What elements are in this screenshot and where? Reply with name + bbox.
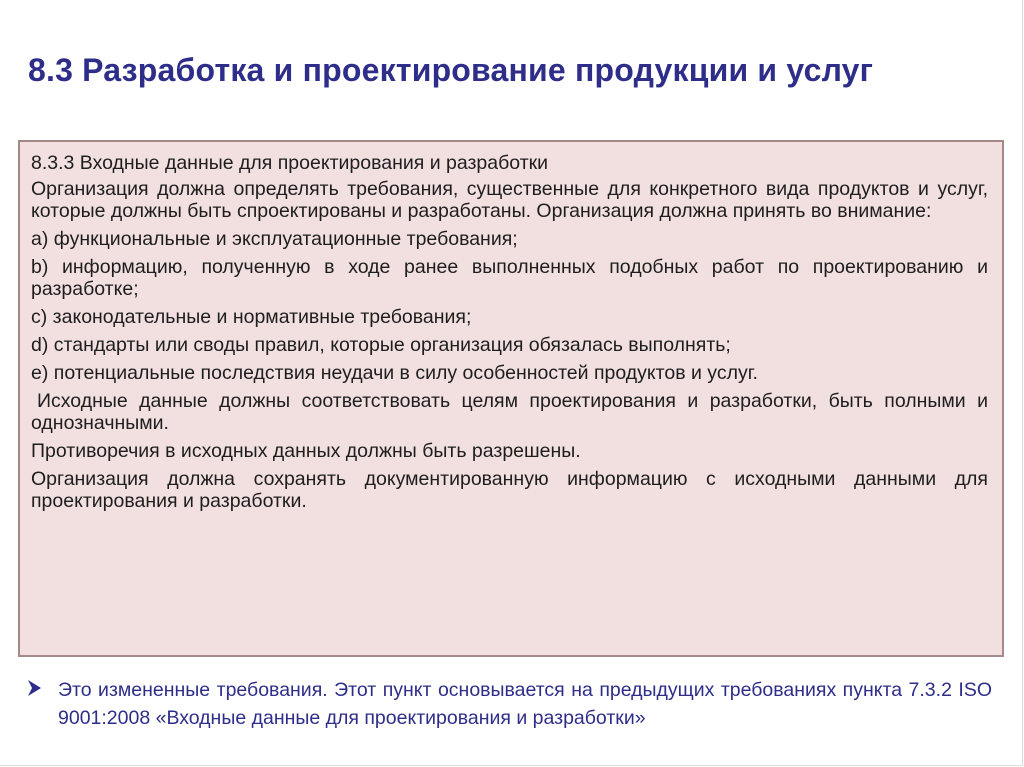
list-item-b: b) информацию, полученную в ходе ранее выполненных подобных работ по проектированию и разработке; <box>31 256 988 300</box>
input-data-paragraph: Исходные данные должны соответствовать целям проектирования и разработки, быть полными и однозначными. <box>31 390 988 434</box>
note-text: Это измененные требования. Этот пункт основывается на предыдущих требованиях пункта 7.3.2 ISO 9001:2008 «Входные данные для проектирования и разработки» <box>58 679 992 729</box>
list-item-a: a) функциональные и эксплуатационные требования; <box>31 228 518 250</box>
page-title: 8.3 Разработка и проектирование продукции и услуг <box>28 52 874 88</box>
list-item-c: c) законодательные и нормативные требования; <box>31 306 472 328</box>
list-item-d: d) стандарты или своды правил, которые организация обязалась выполнять; <box>31 334 731 356</box>
section-heading: 8.3.3 Входные данные для проектирования и разработки <box>31 152 549 174</box>
note <box>26 676 992 732</box>
documented-info-paragraph: Организация должна сохранять документированную информацию с исходными данными для проектирования и разработки. <box>31 468 988 512</box>
requirements-box <box>18 140 1004 657</box>
list-item-e: e) потенциальные последствия неудачи в силу особенностей продуктов и услуг. <box>31 362 758 384</box>
intro-paragraph: Организация должна определять требования, существенные для конкретного вида продуктов и услуг, которые должны быть спроектированы и разработаны. Организация должна принять во внимание: <box>31 178 988 222</box>
contradictions-paragraph: Противоречия в исходных данных должны быть разрешены. <box>31 440 581 462</box>
arrow-bullet-icon <box>26 678 44 698</box>
